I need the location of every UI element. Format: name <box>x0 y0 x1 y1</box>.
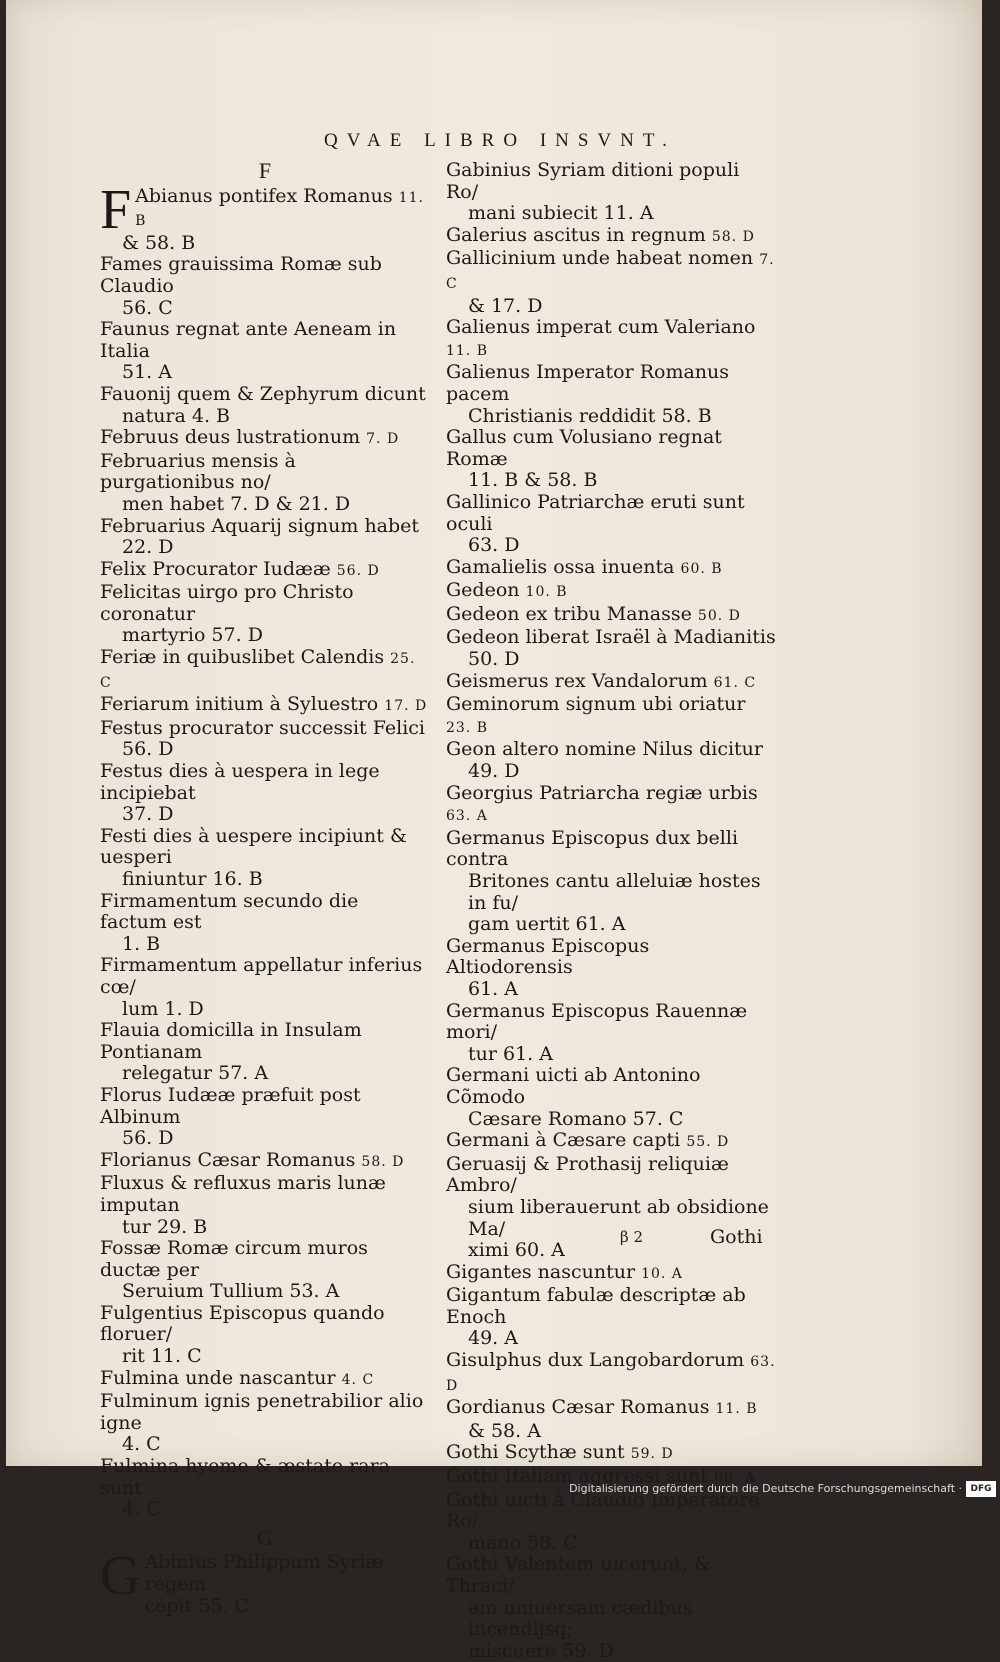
entry-text: Germani à Cæsare capti <box>446 1129 681 1152</box>
entry-text: Fauonij quem & Zephyrum dicunt <box>100 382 426 405</box>
index-entry <box>100 427 430 451</box>
index-entry <box>446 1130 776 1154</box>
entry-continuation: Seruium Tullium 53. A <box>122 1280 340 1303</box>
entry-text: Gedeon liberat Israël à Madianitis <box>446 626 776 649</box>
entry-text: Gedeon <box>446 579 520 602</box>
entry-continuation: ximi 60. A <box>468 1239 565 1262</box>
dfg-notice: Digitalisierung gefördert durch die Deutsche Forschungsgemeinschaft · <box>569 1482 962 1495</box>
index-entry <box>446 604 776 628</box>
index-entry <box>100 955 430 1020</box>
index-entry <box>446 492 776 557</box>
drop-initial: G <box>100 1545 141 1608</box>
entry-text: Februarius mensis à purgationibus no/ <box>100 449 296 494</box>
entry-text: Feriarum initium à Syluestro <box>100 693 379 716</box>
index-entry <box>446 739 776 782</box>
entry-text: Festi dies à uespere incipiunt & uesperi <box>100 824 407 869</box>
index-entry <box>100 826 430 891</box>
index-entry <box>446 828 776 936</box>
entry-text: Gabinius Syriam ditioni populi Ro/ <box>446 159 740 203</box>
index-entry <box>446 248 776 317</box>
index-entry <box>100 582 430 647</box>
entry-text: Galienus Imperator Romanus pacem <box>446 361 730 405</box>
entry-text: Galienus imperat cum Valeriano <box>446 316 756 339</box>
index-entry <box>100 694 430 718</box>
entry-continuation: 50. D <box>468 648 520 671</box>
entry-text: Abinius Philippum Syriæ regem <box>144 1551 384 1595</box>
section-letter-g: G <box>257 1524 273 1550</box>
index-entry <box>100 1150 430 1174</box>
index-entry <box>100 1368 430 1392</box>
index-entry <box>100 1085 430 1150</box>
entry-reference: 59. D <box>630 1446 674 1463</box>
index-entry <box>100 761 430 826</box>
index-entry <box>100 384 430 427</box>
entry-continuation: & 17. D <box>468 294 543 317</box>
index-entry <box>100 451 430 516</box>
index-entry <box>446 427 776 492</box>
entry-reference: 25. C <box>100 651 416 691</box>
entry-continuation: Christianis reddidit 58. B <box>468 404 712 427</box>
entry-continuation: miscuere 59. D <box>468 1639 614 1662</box>
entry-continuation: 49. A <box>468 1327 518 1350</box>
entry-text: Geminorum signum ubi oriatur <box>446 693 746 716</box>
index-entry <box>446 694 776 739</box>
entry-text: Germanus Episcopus Rauennæ mori/ <box>446 999 748 1044</box>
entry-continuation: 51. A <box>122 361 172 384</box>
index-entry <box>100 1173 430 1238</box>
entry-text: Germanus Episcopus dux belli contra <box>446 826 739 871</box>
entry-text: Abianus pontifex Romanus <box>135 184 393 207</box>
entry-text: Fulminum ignis penetrabilior alio igne <box>100 1390 424 1434</box>
entry-continuation: natura 4. B <box>122 404 231 427</box>
entry-continuation: 37. D <box>122 803 174 826</box>
index-entry <box>446 671 776 695</box>
entry-reference: 17. D <box>384 698 428 715</box>
index-entry <box>446 580 776 604</box>
entry-continuation: lum 1. D <box>122 997 204 1020</box>
entry-continuation: Cæsare Romano 57. C <box>468 1107 684 1130</box>
index-entry <box>446 1065 776 1130</box>
index-entry <box>446 1442 776 1466</box>
entry-text: Geruasij & Prothasij reliquiæ Ambro/ <box>446 1152 729 1197</box>
drop-initial: F <box>100 178 132 241</box>
entry-text: Felicitas uirgo pro Christo coronatur <box>100 581 354 625</box>
entry-reference: 58. D <box>711 228 755 245</box>
index-column-right <box>446 160 776 1662</box>
entry-text: Februus deus lustrationum <box>100 426 361 449</box>
entry-continuation: & 58. A <box>468 1419 541 1442</box>
index-entry <box>446 627 776 670</box>
entry-text: Gigantum fabulæ descriptæ ab Enoch <box>446 1284 746 1328</box>
entry-text: Gothi Scythæ sunt <box>446 1441 625 1464</box>
entry-reference: 11. B <box>446 342 489 359</box>
entry-continuation: tur 61. A <box>468 1042 553 1065</box>
entry-continuation: sium liberauerunt ab obsidione Ma/ <box>468 1195 769 1240</box>
entry-reference: 11. B <box>135 189 424 230</box>
entry-continuation: & 58. B <box>122 231 196 254</box>
entry-continuation: 56. D <box>122 1127 174 1150</box>
entry-text: Fluxus & refluxus maris lunæ imputan <box>100 1172 386 1216</box>
entry-text: Gedeon ex tribu Manasse <box>446 602 692 625</box>
entry-continuation: 63. D <box>468 534 520 557</box>
index-entry <box>100 254 430 319</box>
entry-continuation: gam uertit 61. A <box>468 913 626 936</box>
index-entry <box>100 1303 430 1368</box>
section-letter-f: F <box>258 158 272 183</box>
index-entry <box>446 783 776 828</box>
index-entry <box>446 557 776 581</box>
index-entry <box>100 718 430 761</box>
entry-continuation: 4. C <box>122 1433 161 1456</box>
entry-continuation: rit 11. C <box>122 1345 202 1368</box>
index-entry <box>100 1545 430 1617</box>
index-entry <box>446 225 776 249</box>
entry-text: Fames grauissima Romæ sub Claudio <box>100 253 382 297</box>
index-entry <box>100 1391 430 1456</box>
signature-mark: β 2 <box>620 1228 643 1246</box>
entry-continuation: men habet 7. D & 21. D <box>122 492 351 515</box>
entry-text: Fossæ Romæ circum muros ductæ per <box>100 1237 368 1281</box>
entry-reference: 60. B <box>680 560 723 577</box>
index-entry <box>100 891 430 956</box>
entry-reference: 23. B <box>446 719 489 736</box>
entry-continuation: cepit 55. C <box>144 1594 250 1617</box>
entry-text: Firmamentum secundo die factum est <box>100 889 359 934</box>
entry-text: Fulmina unde nascantur <box>100 1366 336 1389</box>
index-entry <box>100 647 430 694</box>
index-entry <box>446 1285 776 1350</box>
index-entry <box>446 160 776 225</box>
index-entry <box>446 1262 776 1286</box>
index-entry <box>446 1554 776 1662</box>
entry-continuation: 22. D <box>122 536 174 559</box>
entry-reference: 11. B <box>715 1401 758 1418</box>
entry-text: Galerius ascitus in regnum <box>446 223 706 246</box>
entry-text: Gallicinium unde habeat nomen <box>446 247 754 270</box>
entry-text: Flauia domicilla in Insulam Pontianam <box>100 1019 362 1063</box>
entry-reference: 63. D <box>446 1354 776 1394</box>
index-entry <box>100 516 430 559</box>
entry-text: Gigantes nascuntur <box>446 1260 636 1283</box>
index-entry <box>446 1350 776 1397</box>
index-entry <box>100 319 430 384</box>
entry-text: Februarius Aquarij signum habet <box>100 514 420 537</box>
entry-text: Gallinico Patriarchæ eruti sunt oculi <box>446 490 745 535</box>
entry-reference: 60. A <box>714 1470 756 1487</box>
entry-reference: 61. C <box>713 674 757 691</box>
entry-text: Gisulphus dux Langobardorum <box>446 1349 745 1372</box>
entry-text: Geon altero nomine Nilus dicitur <box>446 738 763 761</box>
entry-text: Fulmina hyeme & æstate rara sunt <box>100 1455 390 1499</box>
entry-text: Gallus cum Volusiano regnat Romæ <box>446 426 722 470</box>
index-entry <box>100 1238 430 1303</box>
entry-text: Festus dies à uespera in lege incipiebat <box>100 760 380 804</box>
entry-continuation: 11. B & 58. B <box>468 469 598 492</box>
entry-reference: 10. A <box>641 1265 683 1282</box>
entry-continuation: mani subiecit 11. A <box>468 202 654 225</box>
catchword: Gothi <box>710 1226 763 1248</box>
entry-text: Feriæ in quibuslibet Calendis <box>100 646 385 669</box>
dfg-logo-icon: DFG <box>966 1481 996 1497</box>
index-entry <box>446 317 776 362</box>
entry-reference: 55. D <box>686 1134 730 1151</box>
entry-reference: 7. D <box>366 431 400 448</box>
index-entry <box>446 936 776 1001</box>
entry-continuation: am uniuersam cædibus incendijsq; <box>468 1596 693 1641</box>
entry-text: Festus procurator successit Felici <box>100 716 425 739</box>
entry-text: Florianus Cæsar Romanus <box>100 1148 356 1171</box>
index-entry <box>100 559 430 583</box>
index-entry <box>100 178 430 255</box>
entry-text: Gothi Valentem uicerunt, & Thraci/ <box>446 1553 711 1597</box>
entry-continuation: martyrio 57. D <box>122 624 263 647</box>
index-entry <box>446 362 776 427</box>
entry-reference: 7. C <box>446 252 775 292</box>
index-entry <box>446 1001 776 1066</box>
entry-reference: 10. B <box>525 584 568 601</box>
entry-text: Florus Iudææ præfuit post Albinum <box>100 1083 361 1128</box>
entry-continuation: finiuntur 16. B <box>122 868 263 890</box>
entry-continuation: tur 29. B <box>122 1215 208 1238</box>
entry-text: Faunus regnat ante Aeneam in Italia <box>100 318 397 362</box>
entry-text: Geismerus rex Vandalorum <box>446 669 708 692</box>
entry-continuation: 4. C <box>122 1498 161 1521</box>
entry-text: Fulgentius Episcopus quando floruer/ <box>100 1301 385 1346</box>
entry-text: Firmamentum appellatur inferius cœ/ <box>100 954 423 998</box>
entry-reference: 58. D <box>361 1153 405 1170</box>
entry-continuation: 49. D <box>468 760 520 783</box>
entry-text: Germanus Episcopus Altiodorensis <box>446 934 650 979</box>
entry-reference: 56. D <box>336 562 380 579</box>
entry-continuation: Britones cantu alleluiæ hostes in fu/ <box>468 870 761 914</box>
entry-continuation: 56. C <box>122 296 173 319</box>
index-entry <box>446 1397 776 1442</box>
index-entry <box>100 1020 430 1085</box>
entry-continuation: mano 58. C <box>468 1531 578 1554</box>
index-column-left <box>100 160 430 1617</box>
entry-text: Gordianus Cæsar Romanus <box>446 1396 710 1419</box>
entry-text: Felix Procurator Iudææ <box>100 557 331 580</box>
entry-continuation: 1. B <box>122 932 161 955</box>
entry-text: Germani uicti ab Antonino Cõmodo <box>446 1064 701 1108</box>
entry-continuation: relegatur 57. A <box>122 1062 269 1085</box>
entry-reference: 4. C <box>341 1371 375 1388</box>
entry-continuation: 61. A <box>468 977 518 1000</box>
running-header: QVAE LIBRO INSVNT. <box>324 130 676 151</box>
entry-reference: 50. D <box>697 607 741 624</box>
entry-text: Gothi uicti à Claudio Imperatore Ro/ <box>446 1488 760 1533</box>
entry-text: Gamalielis ossa inuenta <box>446 555 675 578</box>
entry-text: Georgius Patriarcha regiæ urbis <box>446 781 758 804</box>
entry-continuation: 56. D <box>122 738 174 761</box>
entry-text: Gothi Italiam aggressi sunt <box>446 1465 709 1488</box>
entry-reference: 63. A <box>446 808 488 825</box>
